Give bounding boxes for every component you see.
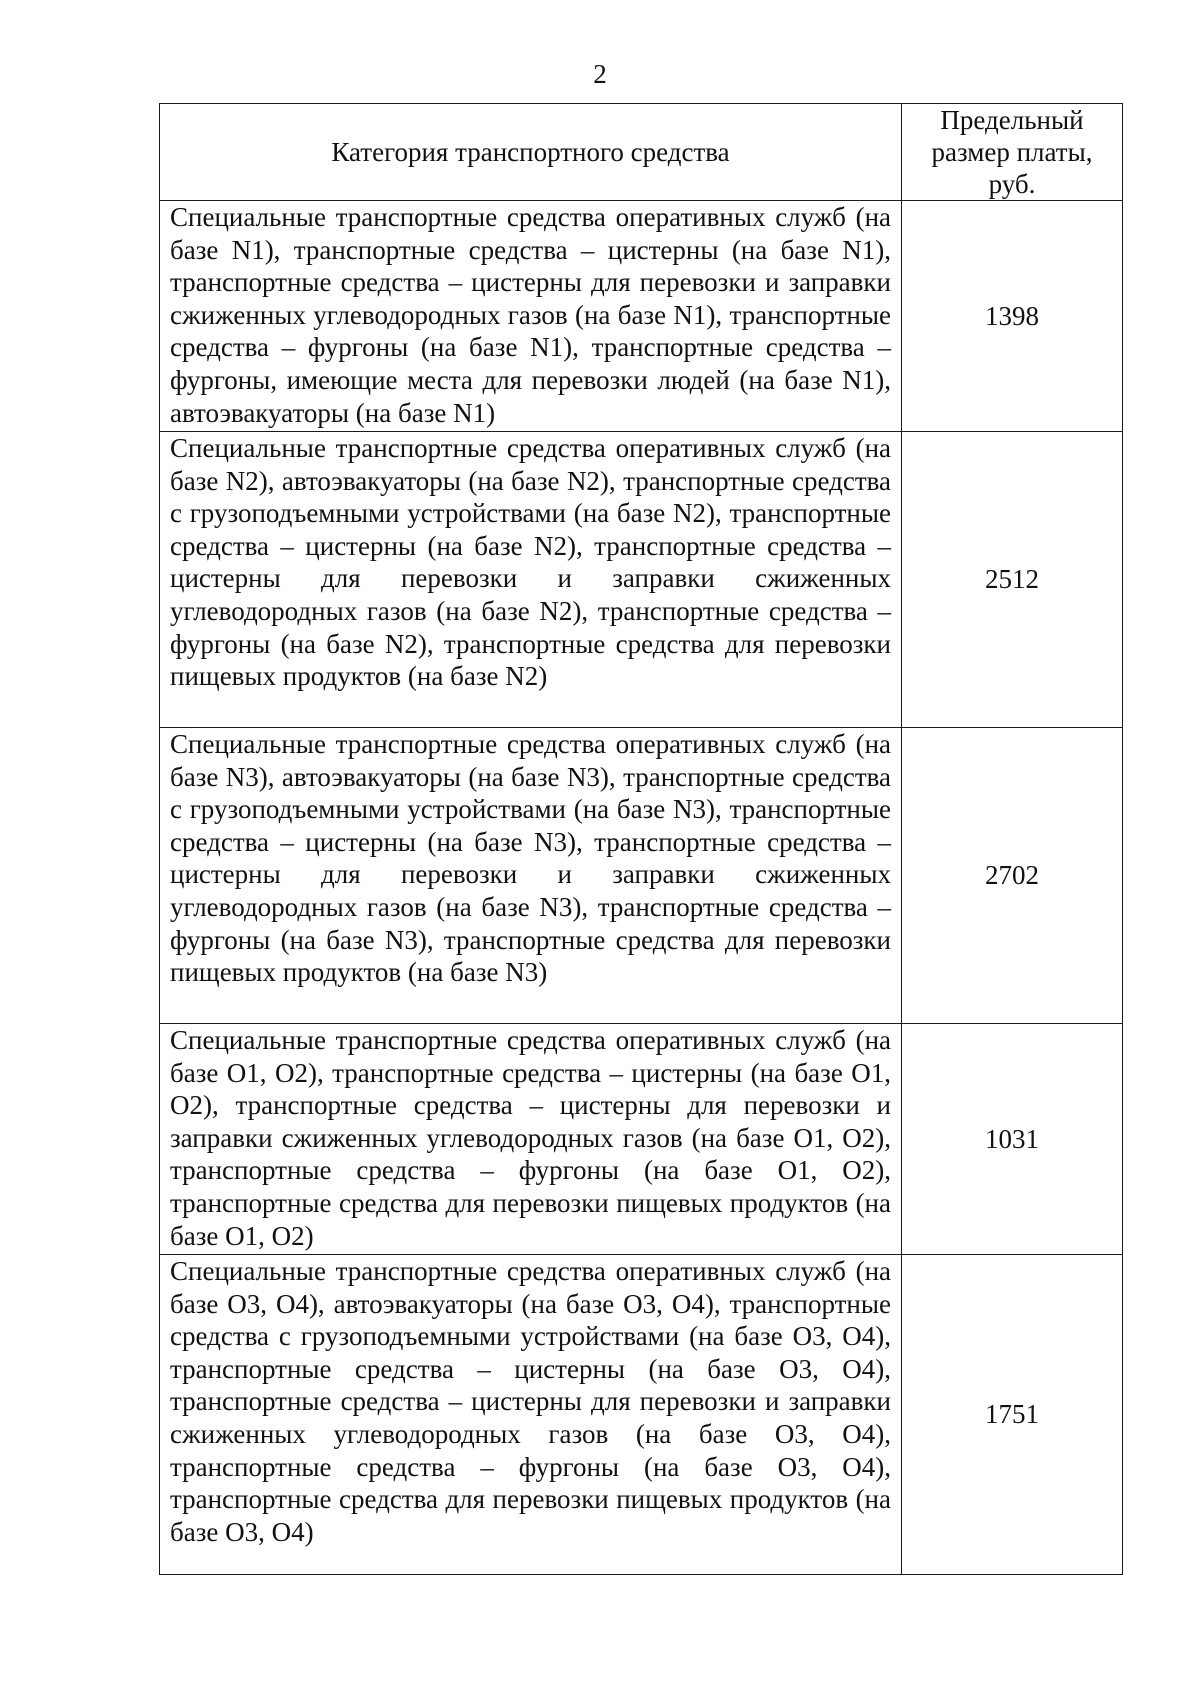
table-row: [160, 1255, 1123, 1575]
fee-cell: 1031: [902, 1024, 1123, 1255]
table-header-row: [160, 104, 1123, 201]
fee-table: [159, 103, 1123, 1575]
vehicle-category-cell: Специальные транспортные средства оперативных служб (на базе N2), автоэвакуаторы (на базе N2), транспортные средства с грузоподъемными устройствами (на базе N2), транспортные средства – цистерны (на базе N2), транспортные средства – цистерны для перевозки и заправки сжиженных углеводородных газов (на базе N2), транспортные средства – фургоны (на базе N2), транспортные средства для перевозки пищевых продуктов (на базе N2): [160, 432, 902, 728]
table-row: [160, 201, 1123, 432]
category-column-header: Категория транспортного средства: [160, 104, 902, 201]
fee-cell: 1398: [902, 201, 1123, 432]
vehicle-category-cell: Специальные транспортные средства оперативных служб (на базе О1, О2), транспортные средства – цистерны (на базе О1, О2), транспортные средства – цистерны для перевозки и заправки сжиженных углеводородных газов (на базе О1, О2), транспортные средства – фургоны (на базе О1, О2), транспортные средства для перевозки пищевых продуктов (на базе О1, О2): [160, 1024, 902, 1255]
vehicle-category-cell: Специальные транспортные средства оперативных служб (на базе N3), автоэвакуаторы (на базе N3), транспортные средства с грузоподъемными устройствами (на базе N3), транспортные средства – цистерны (на базе N3), транспортные средства – цистерны для перевозки и заправки сжиженных углеводородных газов (на базе N3), транспортные средства – фургоны (на базе N3), транспортные средства для перевозки пищевых продуктов (на базе N3): [160, 728, 902, 1024]
vehicle-category-cell: Специальные транспортные средства оперативных служб (на базе О3, О4), автоэвакуаторы (на базе О3, О4), транспортные средства с грузоподъемными устройствами (на базе О3, О4), транспортные средства – цистерны (на базе О3, О4), транспортные средства – цистерны для перевозки и заправки сжиженных углеводородных газов (на базе О3, О4), транспортные средства – фургоны (на базе О3, О4), транспортные средства для перевозки пищевых продуктов (на базе О3, О4): [160, 1255, 902, 1575]
page-number: 2: [593, 59, 607, 89]
fee-cell: 2702: [902, 728, 1123, 1024]
table-row: [160, 728, 1123, 1024]
table-row: [160, 1024, 1123, 1255]
table-row: [160, 432, 1123, 728]
fee-column-header: Предельный размер платы, руб.: [902, 104, 1123, 201]
fee-cell: 2512: [902, 432, 1123, 728]
fee-cell: 1751: [902, 1255, 1123, 1575]
vehicle-category-cell: Специальные транспортные средства оперативных служб (на базе N1), транспортные средства – цистерны (на базе N1), транспортные средства – цистерны для перевозки и заправки сжиженных углеводородных газов (на базе N1), транспортные средства – фургоны (на базе N1), транспортные средства – фургоны, имеющие места для перевозки людей (на базе N1), автоэвакуаторы (на базе N1): [160, 201, 902, 432]
